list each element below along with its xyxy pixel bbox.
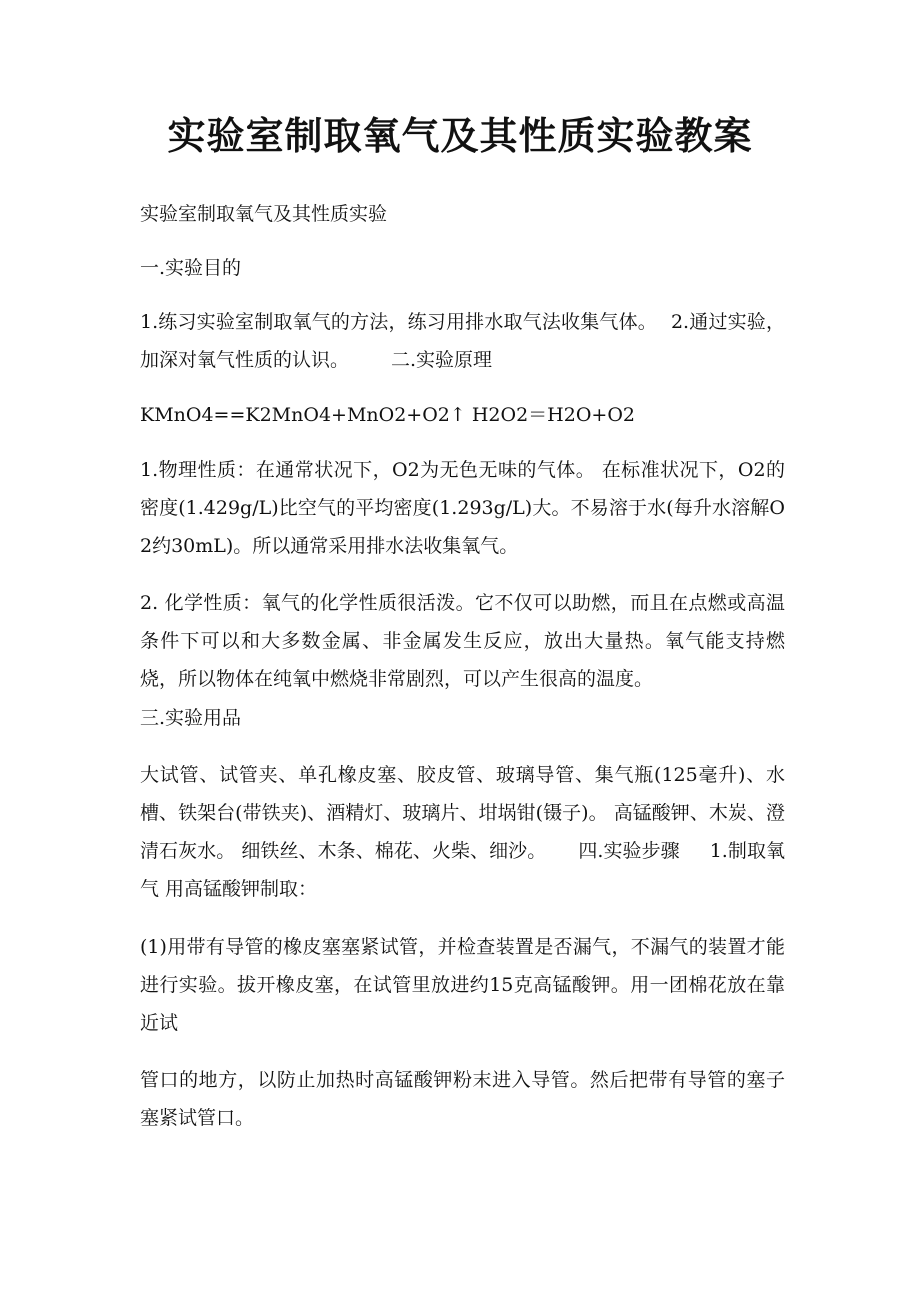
paragraph-physical-properties: 1.物理性质：在通常状况下，O2为无色无味的气体。 在标准状况下，O2的密度(1.429g/L)比空气的平均密度(1.293g/L)大。不易溶于水(每升水溶解O2约30mL)。所以通常采用排水法收集氧气。 xyxy=(140,459,785,557)
paragraph-chemical-properties: 2. 化学性质：氧气的化学性质很活泼。它不仅可以助燃，而且在点燃或高温条件下可以和大多数金属、非金属发生反应，放出大量热。氧气能支持燃烧，所以物体在纯氧中燃烧非常剧烈，可以产生很高的温度。 xyxy=(140,592,785,690)
materials-list: 大试管、试管夹、单孔橡皮塞、胶皮管、玻璃导管、集气瓶(125毫升)、水槽、铁架台(带铁夹)、酒精灯、玻璃片、坩埚钳(镊子)。 高锰酸钾、木炭、澄清石灰水。 细铁丝、木条、棉花、火柴、细沙。 xyxy=(140,764,785,862)
section-heading-principle: 二.实验原理 xyxy=(391,349,493,371)
paragraph-step-1-continued: 管口的地方，以防止加热时高锰酸钾粉末进入导管。然后把带有导管的塞子塞紧试管口。 xyxy=(140,1069,785,1129)
section-heading-purpose: 一.实验目的 xyxy=(140,257,242,279)
purpose-item-1: 1.练习实验室制取氧气的方法，练习用排水取气法收集气体。 xyxy=(140,311,657,333)
document-title: 实验室制取氧气及其性质实验教案 xyxy=(167,114,753,158)
section-heading-materials: 三.实验用品 xyxy=(140,707,242,729)
step-heading-oxygen: 1.制取氧气 用高锰酸钾制取： xyxy=(140,840,785,900)
document-subtitle: 实验室制取氧气及其性质实验 xyxy=(140,203,388,225)
purpose-item-2: 2.通过实验，加深对氧气性质的认识。 xyxy=(140,311,785,371)
reaction-formulas: KMnO4==K2MnO4+MnO2+O2↑ H2O2＝H2O+O2 xyxy=(140,404,635,426)
section-heading-steps: 四.实验步骤 xyxy=(578,840,680,862)
paragraph-step-1: (1)用带有导管的橡皮塞塞紧试管，并检查装置是否漏气，不漏气的装置才能进行实验。拔开橡皮塞，在试管里放进约15克高锰酸钾。用一团棉花放在靠近试 xyxy=(140,936,785,1034)
paragraph-purpose xyxy=(140,303,785,379)
paragraph-materials xyxy=(140,756,785,908)
